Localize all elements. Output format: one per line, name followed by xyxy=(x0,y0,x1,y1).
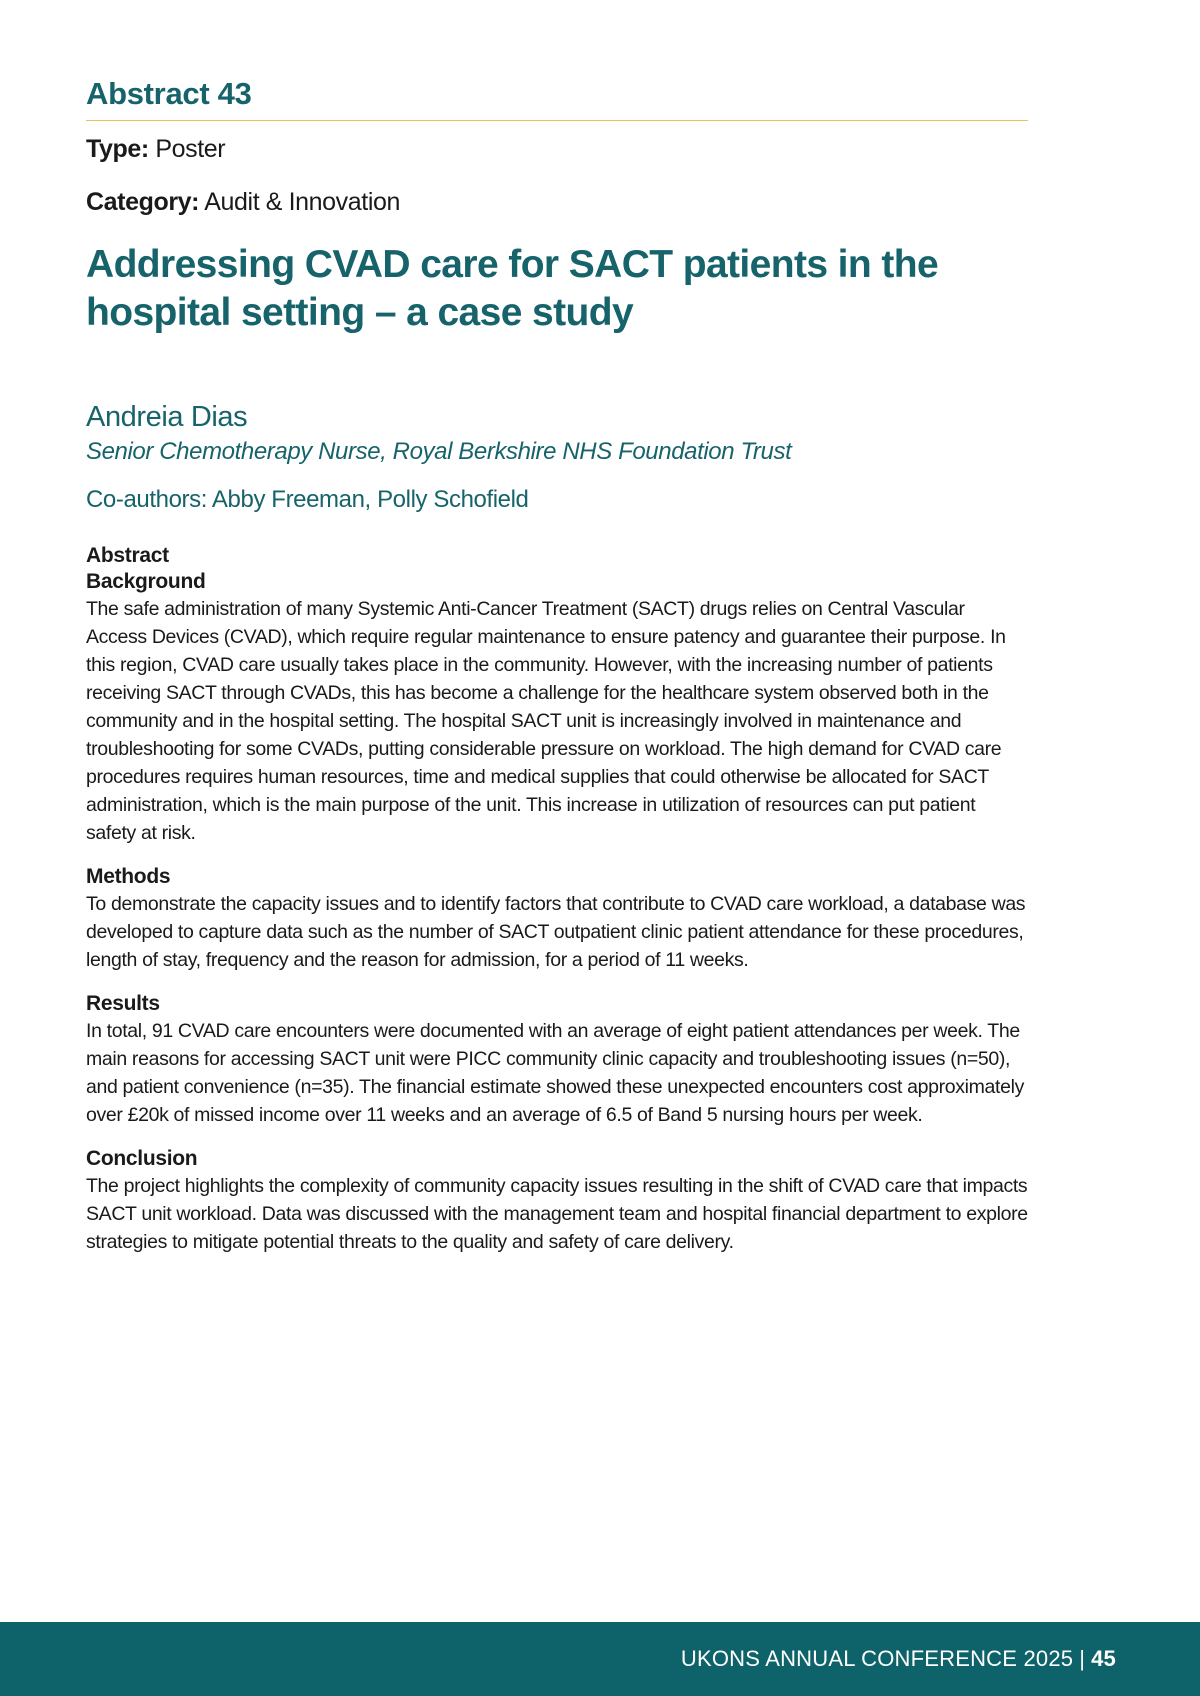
type-value: Poster xyxy=(155,135,226,163)
footer-separator: | xyxy=(1079,1646,1086,1671)
category-value: Audit & Innovation xyxy=(204,188,400,216)
conference-name: UKONS ANNUAL CONFERENCE 2025 xyxy=(680,1646,1074,1671)
conclusion-heading: Conclusion xyxy=(86,1147,198,1170)
abstract-label: Abstract xyxy=(86,544,169,567)
footer-text xyxy=(681,1646,1116,1672)
page-number: 45 xyxy=(1091,1646,1116,1671)
methods-section xyxy=(86,863,1028,974)
footer-bar xyxy=(0,1622,1200,1696)
abstract-title: Addressing CVAD care for SACT patients in the hospital setting – a case study xyxy=(86,243,939,334)
results-section xyxy=(86,990,1028,1129)
abstract-page xyxy=(86,76,1028,1256)
background-section xyxy=(86,568,1028,847)
abstract-number: Abstract 43 xyxy=(86,76,1028,121)
category-line xyxy=(86,188,1028,217)
conclusion-body: The project highlights the complexity of community capacity issues resulting in the shift of CVAD care that impacts SACT unit workload. Data was discussed with the management team and hospital financial department to explore strategies to mitigate potential threats to the quality and safety of care delivery. xyxy=(86,1175,1028,1253)
type-label: Type: xyxy=(86,135,149,163)
results-body: In total, 91 CVAD care encounters were documented with an average of eight patient attendances per week. The main reasons for accessing SACT unit were PICC community clinic capacity and troubleshooting issues (n=50), and patient convenience (n=35). The financial estimate showed these unexpected encounters cost approximately over £20k of missed income over 11 weeks and an average of 6.5 of Band 5 nursing hours per week. xyxy=(86,1020,1024,1126)
background-body: The safe administration of many Systemic Anti-Cancer Treatment (SACT) drugs relies on Central Vascular Access Devices (CVAD), which require regular maintenance to ensure patency and guarantee their purpose. In this region, CVAD care usually takes place in the community. However, with the increasing number of patients receiving SACT through CVADs, this has become a challenge for the healthcare system observed both in the community and in the hospital setting. The hospital SACT unit is increasingly involved in maintenance and troubleshooting for some CVADs, putting considerable pressure on workload. The high demand for CVAD care procedures requires human resources, time and medical supplies that could otherwise be allocated for SACT administration, which is the main purpose of the unit. This increase in utilization of resources can put patient safety at risk. xyxy=(86,598,1006,844)
category-label: Category: xyxy=(86,188,200,216)
type-line xyxy=(86,135,1028,164)
background-heading: Background xyxy=(86,570,206,593)
coauthors: Co-authors: Abby Freeman, Polly Schofield xyxy=(86,486,529,513)
conclusion-section xyxy=(86,1145,1028,1256)
author-name: Andreia Dias xyxy=(86,401,248,433)
author-role: Senior Chemotherapy Nurse, Royal Berkshire NHS Foundation Trust xyxy=(86,438,792,465)
methods-heading: Methods xyxy=(86,865,171,888)
methods-body: To demonstrate the capacity issues and to identify factors that contribute to CVAD care workload, a database was developed to capture data such as the number of SACT outpatient clinic patient attendance for these procedures, length of stay, frequency and the reason for admission, for a period of 11 weeks. xyxy=(86,893,1026,971)
results-heading: Results xyxy=(86,992,160,1015)
